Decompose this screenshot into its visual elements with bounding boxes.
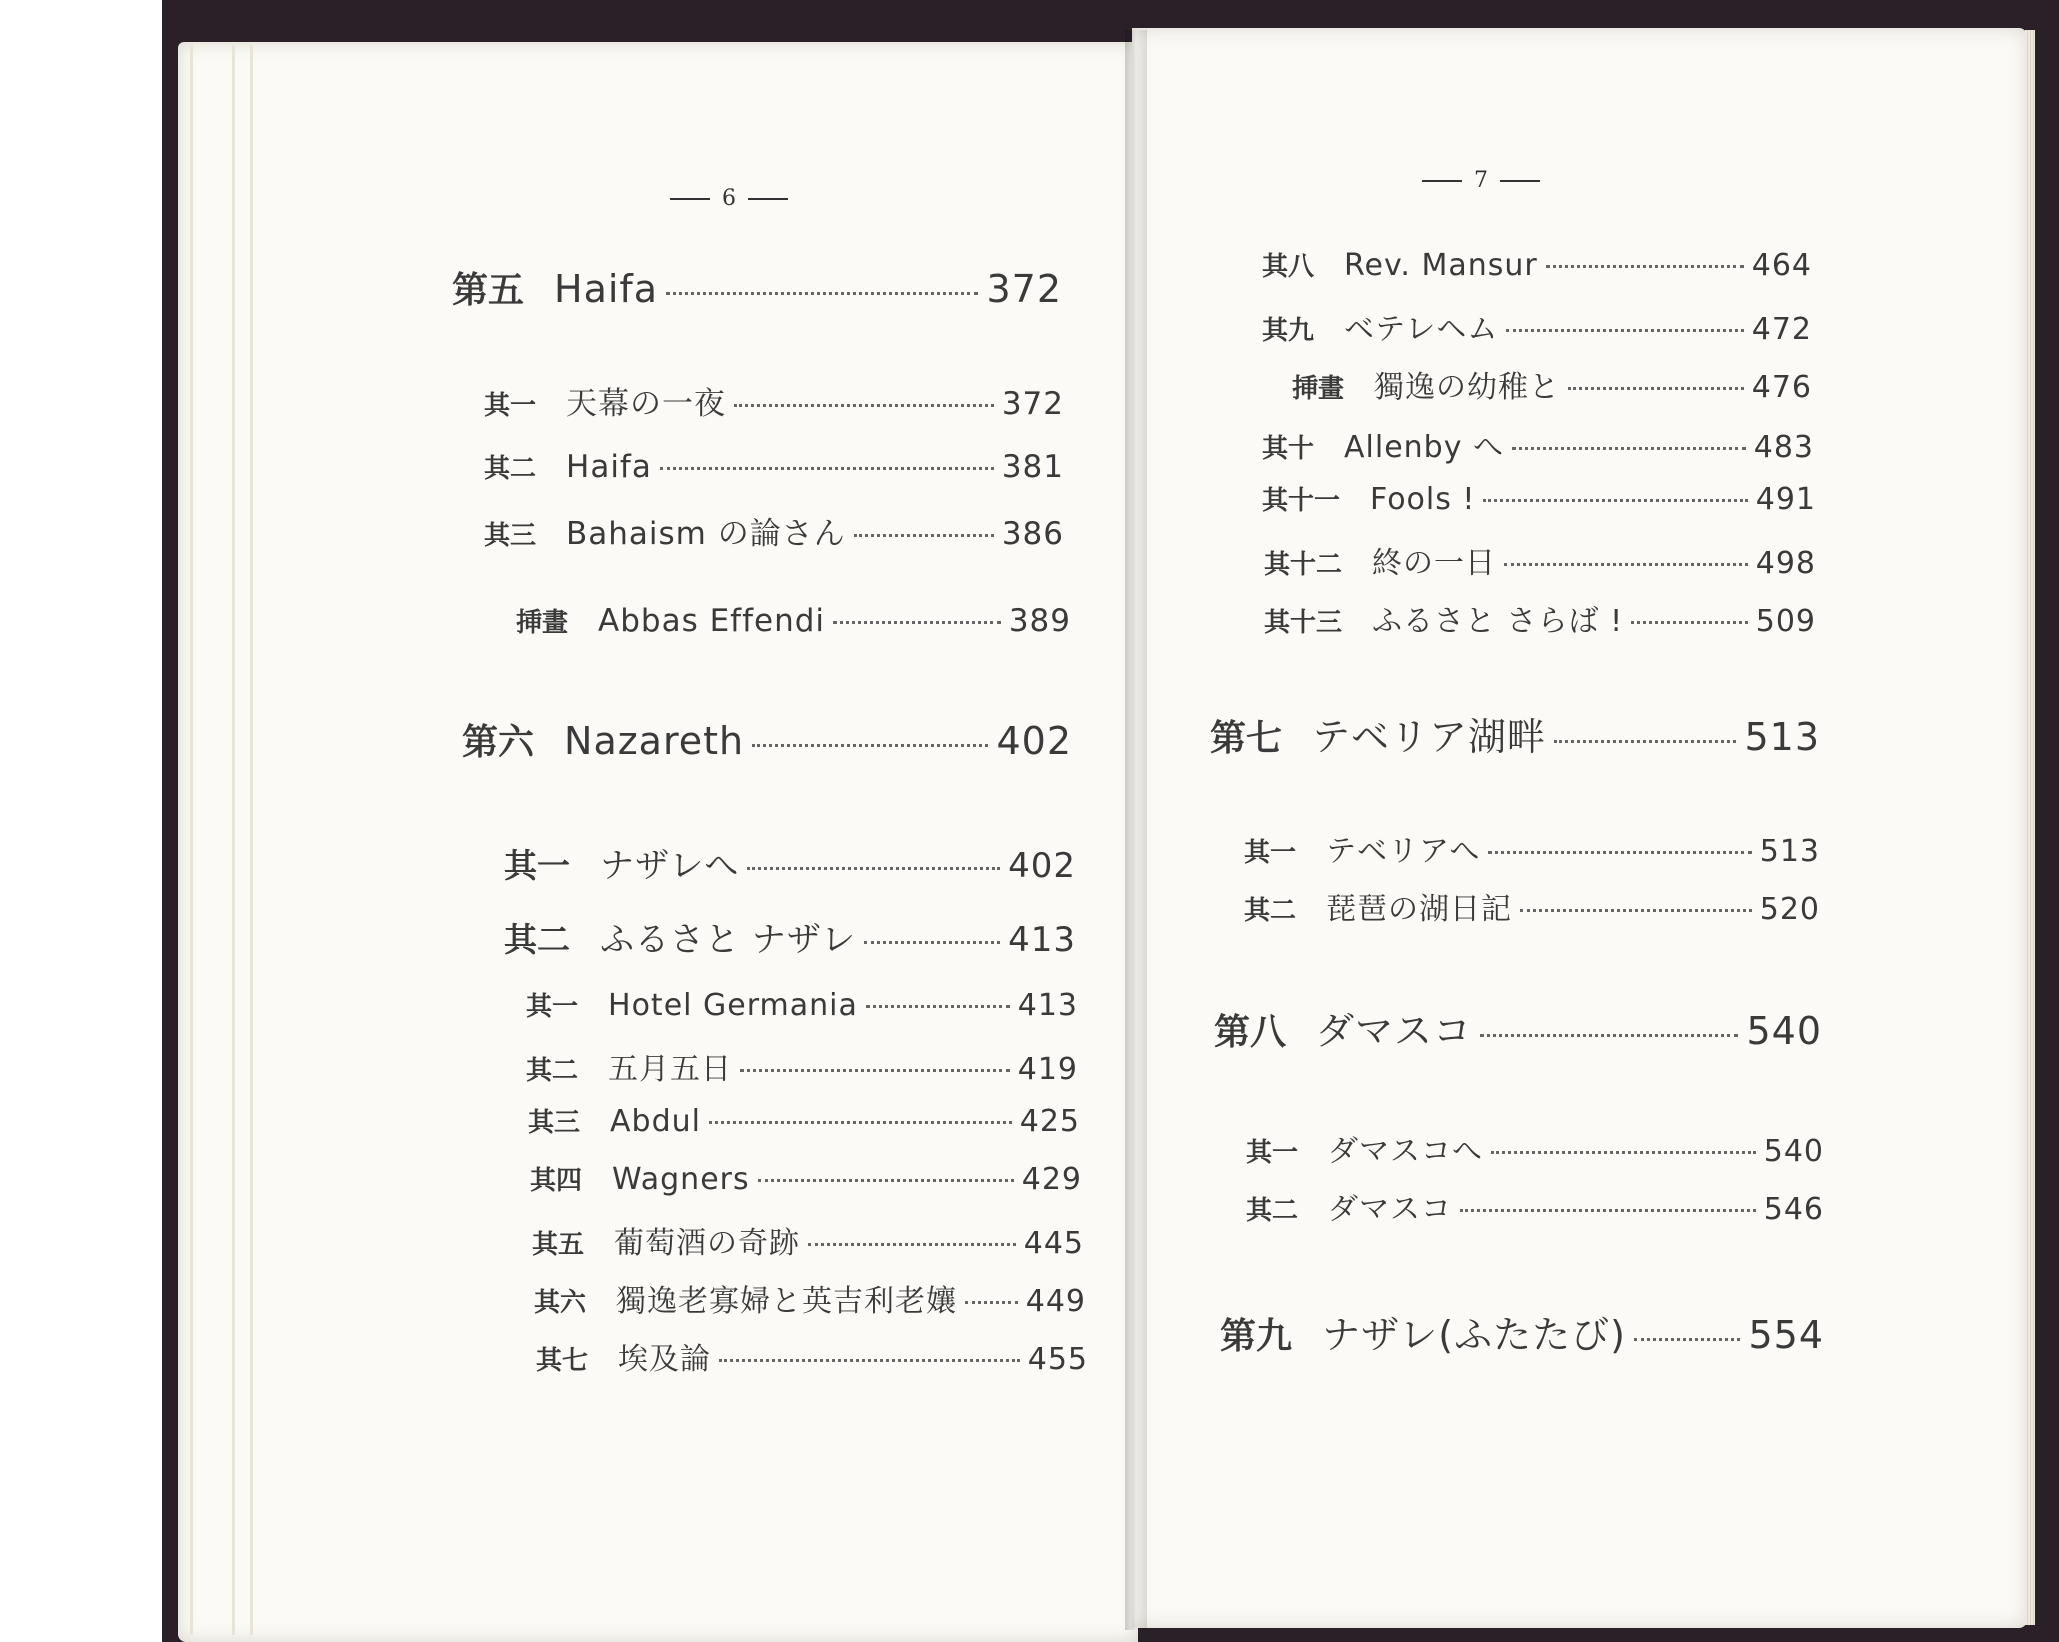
entry-label: 第七 — [1210, 718, 1283, 759]
entry-title: ナザレへ — [600, 846, 740, 886]
toc-entry — [1210, 706, 1820, 761]
entry-title: 葡萄酒の奇跡 — [614, 1226, 801, 1261]
entry-label: 其一 — [1244, 838, 1297, 868]
entry-title: Allenby へ — [1344, 430, 1505, 465]
entry-page: 476 — [1751, 370, 1812, 405]
toc-entry — [526, 1044, 1078, 1088]
entry-title: ふるさと さらば ! — [1372, 604, 1624, 639]
entry-title: Fools ! — [1370, 482, 1476, 517]
entry-label: 其九 — [1262, 316, 1315, 346]
entry-page: 389 — [1008, 603, 1071, 639]
entry-title: Wagners — [612, 1162, 750, 1197]
page-number: 7 — [1422, 168, 1540, 193]
entry-title: Nazareth — [564, 719, 745, 763]
entry-title: 終の一日 — [1372, 546, 1497, 581]
toc-entry — [1262, 246, 1812, 283]
entry-label: 第六 — [462, 722, 535, 763]
entry-page: 413 — [1008, 920, 1076, 960]
toc-entry — [504, 838, 1076, 887]
entry-page: 509 — [1755, 604, 1816, 639]
toc-entry — [1246, 1184, 1824, 1228]
entry-page: 472 — [1751, 312, 1812, 347]
toc-entry — [1220, 1304, 1824, 1359]
entry-title: テベリアへ — [1326, 834, 1481, 869]
entry-title: ダマスコ — [1316, 1009, 1473, 1053]
entry-title: Hotel Germania — [608, 988, 858, 1023]
toc-entry — [516, 602, 1071, 639]
entry-title: 獨逸の幼稚と — [1374, 370, 1561, 405]
page-edge — [250, 45, 253, 1635]
entry-title: 埃及論 — [618, 1342, 712, 1377]
toc-entry — [1262, 422, 1814, 466]
entry-label: 其六 — [534, 1288, 587, 1318]
entry-title: Haifa — [554, 267, 659, 311]
toc-entry — [484, 508, 1064, 553]
entry-title: Haifa — [566, 449, 652, 485]
entry-title: 天幕の一夜 — [566, 386, 727, 422]
entry-label: 其四 — [530, 1166, 583, 1196]
entry-page: 540 — [1763, 1134, 1824, 1169]
entry-page: 386 — [1001, 516, 1064, 552]
entry-label: 其三 — [528, 1108, 581, 1138]
book-gutter — [1125, 30, 1147, 1630]
entry-label: 其七 — [536, 1346, 589, 1376]
entry-label: 其五 — [532, 1230, 585, 1260]
entry-page: 402 — [996, 719, 1072, 763]
entry-title: Bahaism の論さん — [566, 516, 846, 552]
toc-entry — [526, 986, 1078, 1023]
entry-label: 其二 — [504, 920, 570, 959]
toc-entry — [534, 1276, 1086, 1320]
entry-label: 第五 — [452, 270, 525, 311]
entry-title: Abdul — [610, 1104, 701, 1139]
entry-title: Rev. Mansur — [1344, 248, 1538, 283]
toc-entry — [1244, 884, 1820, 928]
toc-entry — [504, 912, 1076, 961]
entry-page: 513 — [1744, 715, 1820, 759]
entry-page: 554 — [1748, 1313, 1824, 1357]
toc-entry — [1246, 1126, 1824, 1170]
entry-label: 其二 — [526, 1056, 579, 1086]
toc-entry — [1244, 826, 1820, 870]
entry-label: 挿畫 — [516, 608, 569, 638]
entry-page: 513 — [1759, 834, 1820, 869]
toc-entry — [536, 1334, 1088, 1378]
entry-label: 第八 — [1214, 1012, 1287, 1053]
toc-entry — [484, 378, 1064, 423]
entry-label: 其三 — [484, 521, 537, 551]
page-edges-right — [2025, 30, 2035, 1625]
entry-page: 419 — [1017, 1052, 1078, 1087]
entry-title: テベリア湖畔 — [1312, 715, 1547, 759]
entry-label: 挿畫 — [1292, 374, 1345, 404]
entry-label: 其八 — [1262, 252, 1315, 282]
toc-entry — [1292, 362, 1812, 406]
entry-page: 483 — [1753, 430, 1814, 465]
entry-page: 425 — [1019, 1104, 1080, 1139]
toc-entry — [1262, 480, 1816, 517]
entry-title: 獨逸老寡婦と英吉利老孃 — [616, 1284, 958, 1319]
entry-page: 464 — [1751, 248, 1812, 283]
entry-label: 其一 — [526, 992, 579, 1022]
entry-label: 其一 — [504, 846, 570, 885]
entry-label: 其二 — [484, 454, 537, 484]
entry-title: 琵琶の湖日記 — [1326, 892, 1513, 927]
entry-label: 其十三 — [1264, 608, 1343, 638]
entry-page: 413 — [1017, 988, 1078, 1023]
entry-label: 其二 — [1244, 896, 1297, 926]
entry-page: 402 — [1008, 846, 1076, 886]
entry-page: 381 — [1001, 449, 1064, 485]
toc-entry — [452, 262, 1062, 313]
page-edge — [232, 45, 235, 1635]
entry-title: ベテレヘム — [1344, 312, 1499, 347]
entry-page: 540 — [1746, 1009, 1822, 1053]
toc-entry — [528, 1102, 1080, 1139]
entry-title: 五月五日 — [608, 1052, 733, 1087]
toc-entry — [484, 448, 1064, 485]
entry-label: 第九 — [1220, 1316, 1293, 1357]
entry-page: 429 — [1021, 1162, 1082, 1197]
entry-page: 445 — [1023, 1226, 1084, 1261]
entry-page: 546 — [1763, 1192, 1824, 1227]
page-number: 6 — [670, 186, 788, 211]
entry-title: ダマスコ — [1328, 1192, 1453, 1227]
entry-page: 498 — [1755, 546, 1816, 581]
toc-entry — [1214, 1000, 1822, 1055]
entry-page: 372 — [1001, 386, 1064, 422]
entry-title: ダマスコへ — [1328, 1134, 1484, 1169]
entry-label: 其十二 — [1264, 550, 1343, 580]
toc-entry — [1264, 538, 1816, 582]
toc-entry — [1264, 596, 1816, 640]
toc-entry — [530, 1160, 1082, 1197]
entry-label: 其十 — [1262, 434, 1315, 464]
toc-entry — [462, 714, 1072, 765]
entry-page: 449 — [1025, 1284, 1086, 1319]
entry-label: 其一 — [1246, 1138, 1299, 1168]
toc-entry — [532, 1218, 1084, 1262]
entry-title: ふるさと ナザレ — [600, 920, 857, 960]
entry-label: 其一 — [484, 391, 537, 421]
entry-page: 491 — [1755, 482, 1816, 517]
entry-page: 520 — [1759, 892, 1820, 927]
entry-page: 372 — [986, 267, 1062, 311]
entry-page: 455 — [1027, 1342, 1088, 1377]
entry-label: 其十一 — [1262, 486, 1341, 516]
entry-label: 其二 — [1246, 1196, 1299, 1226]
entry-title: ナザレ(ふたたび) — [1322, 1313, 1626, 1357]
page-edge — [190, 45, 193, 1635]
entry-title: Abbas Effendi — [598, 603, 826, 639]
toc-entry — [1262, 304, 1812, 348]
